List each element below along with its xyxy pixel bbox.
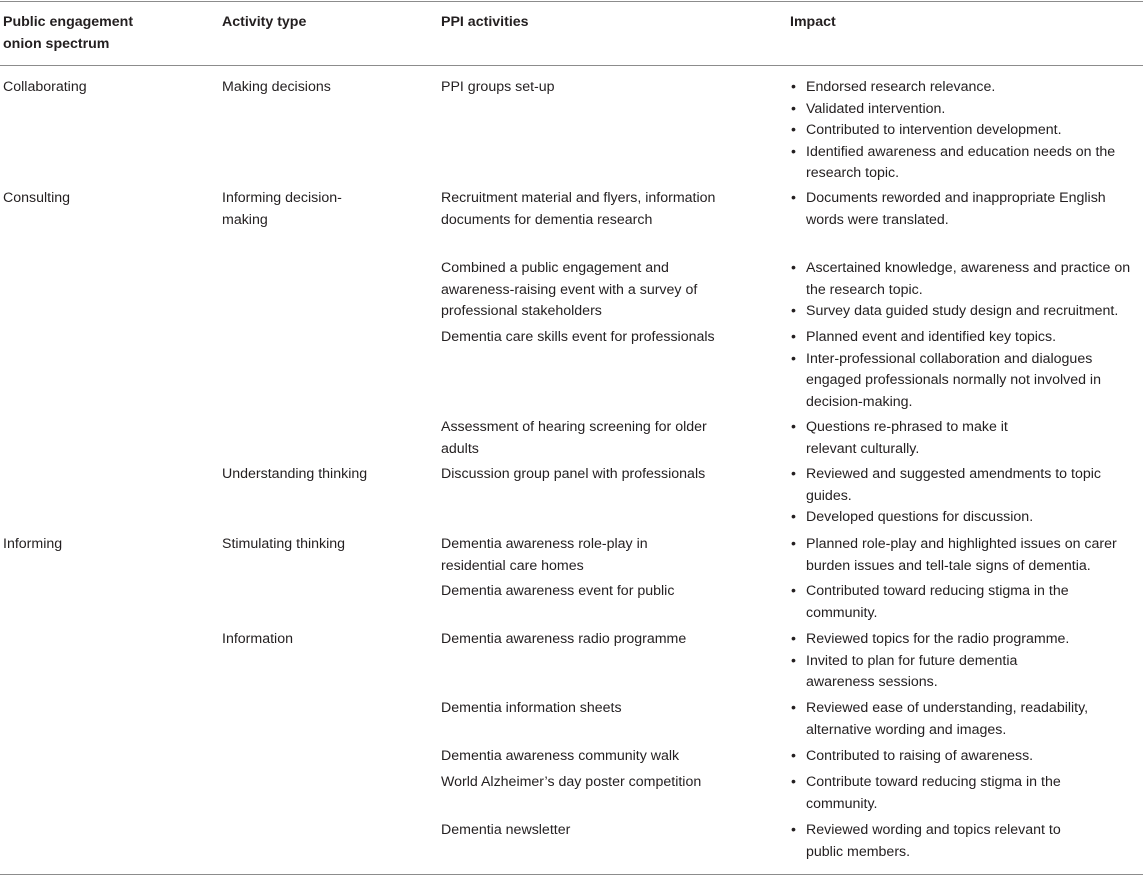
impact-item: • Documents reworded and inappropriate English words were translated. bbox=[790, 188, 1143, 231]
header-spectrum-text: Public engagement onion spectrum bbox=[3, 14, 134, 52]
row-10-impact bbox=[790, 746, 1143, 768]
row-0-spectrum: Collaborating bbox=[3, 79, 87, 95]
row-5-activity-type: Understanding thinking bbox=[222, 466, 368, 482]
table-bottom-rule bbox=[0, 874, 1143, 875]
row-0-ppi: PPI groups set-up bbox=[441, 79, 555, 95]
row-1-spectrum: Consulting bbox=[3, 190, 71, 206]
impact-item: • Contributed toward reducing stigma in the community. bbox=[790, 581, 1071, 624]
impact-item: • Survey data guided study design and recruitment. bbox=[790, 301, 1143, 323]
impact-item: • Questions re-phrased to make it relevant culturally. bbox=[790, 417, 1046, 460]
row-2-ppi: Combined a public engagement and awareness-raising event with a survey of professional stakeholders bbox=[441, 260, 698, 319]
impact-item: • Reviewed ease of understanding, readability, alternative wording and images. bbox=[790, 698, 1136, 741]
impact-item: • Invited to plan for future dementia awareness sessions. bbox=[790, 651, 1071, 694]
impact-item: • Contributed to intervention development. bbox=[790, 120, 1143, 142]
row-11-impact bbox=[790, 772, 1143, 815]
row-11-ppi: World Alzheimer’s day poster competition bbox=[441, 774, 702, 790]
row-8-activity-type: Information bbox=[222, 631, 293, 647]
row-4-impact bbox=[790, 417, 1143, 460]
row-8-ppi: Dementia awareness radio programme bbox=[441, 631, 687, 647]
impact-item: • Planned role-play and highlighted issues on carer burden issues and tell-tale signs of dementia. bbox=[790, 534, 1143, 577]
row-3-ppi: Dementia care skills event for professionals bbox=[441, 329, 715, 345]
table-top-rule bbox=[0, 1, 1143, 2]
header-activity-type: Activity type bbox=[222, 14, 307, 30]
row-6-activity-type: Stimulating thinking bbox=[222, 536, 346, 552]
row-6-impact bbox=[790, 534, 1143, 577]
impact-item: • Identified awareness and education needs on the research topic. bbox=[790, 142, 1143, 185]
row-5-impact bbox=[790, 464, 1143, 529]
impact-item: • Contributed to raising of awareness. bbox=[790, 746, 1143, 768]
row-0-activity-type: Making decisions bbox=[222, 79, 331, 95]
row-2-impact bbox=[790, 258, 1143, 323]
row-1-ppi: Recruitment material and flyers, information documents for dementia research bbox=[441, 190, 716, 228]
row-6-ppi: Dementia awareness role-play in residential care homes bbox=[441, 536, 648, 574]
impact-item: • Reviewed and suggested amendments to topic guides. bbox=[790, 464, 1143, 507]
impact-item: • Reviewed wording and topics relevant to public members. bbox=[790, 820, 1101, 863]
impact-item: • Planned event and identified key topics. bbox=[790, 327, 1143, 349]
impact-item: • Developed questions for discussion. bbox=[790, 507, 1143, 529]
impact-item: • Validated intervention. bbox=[790, 99, 1143, 121]
header-ppi-activities: PPI activities bbox=[441, 14, 529, 30]
header-impact: Impact bbox=[790, 14, 836, 30]
impact-item: • Contribute toward reducing stigma in the community. bbox=[790, 772, 1081, 815]
row-12-ppi: Dementia newsletter bbox=[441, 822, 571, 838]
row-9-impact bbox=[790, 698, 1143, 741]
row-10-ppi: Dementia awareness community walk bbox=[441, 748, 680, 764]
header-bottom-rule bbox=[0, 65, 1143, 66]
row-4-ppi: Assessment of hearing screening for older adults bbox=[441, 419, 707, 457]
row-1-impact bbox=[790, 188, 1143, 231]
row-0-impact bbox=[790, 77, 1143, 185]
header-spectrum bbox=[3, 12, 203, 55]
impact-item: • Reviewed topics for the radio programme. bbox=[790, 629, 1143, 651]
impact-item: • Endorsed research relevance. bbox=[790, 77, 1143, 99]
row-1-activity-type: Informing decision-making bbox=[222, 190, 342, 228]
row-7-ppi: Dementia awareness event for public bbox=[441, 583, 675, 599]
row-6-spectrum: Informing bbox=[3, 536, 63, 552]
impact-item: • Inter-professional collaboration and dialogues engaged professionals normally not involved in decision-making. bbox=[790, 349, 1111, 414]
impact-item: • Ascertained knowledge, awareness and practice on the research topic. bbox=[790, 258, 1143, 301]
row-3-impact bbox=[790, 327, 1143, 413]
row-5-ppi: Discussion group panel with professionals bbox=[441, 466, 706, 482]
row-8-impact bbox=[790, 629, 1143, 694]
row-7-impact bbox=[790, 581, 1143, 624]
row-12-impact bbox=[790, 820, 1143, 863]
row-9-ppi: Dementia information sheets bbox=[441, 700, 622, 716]
